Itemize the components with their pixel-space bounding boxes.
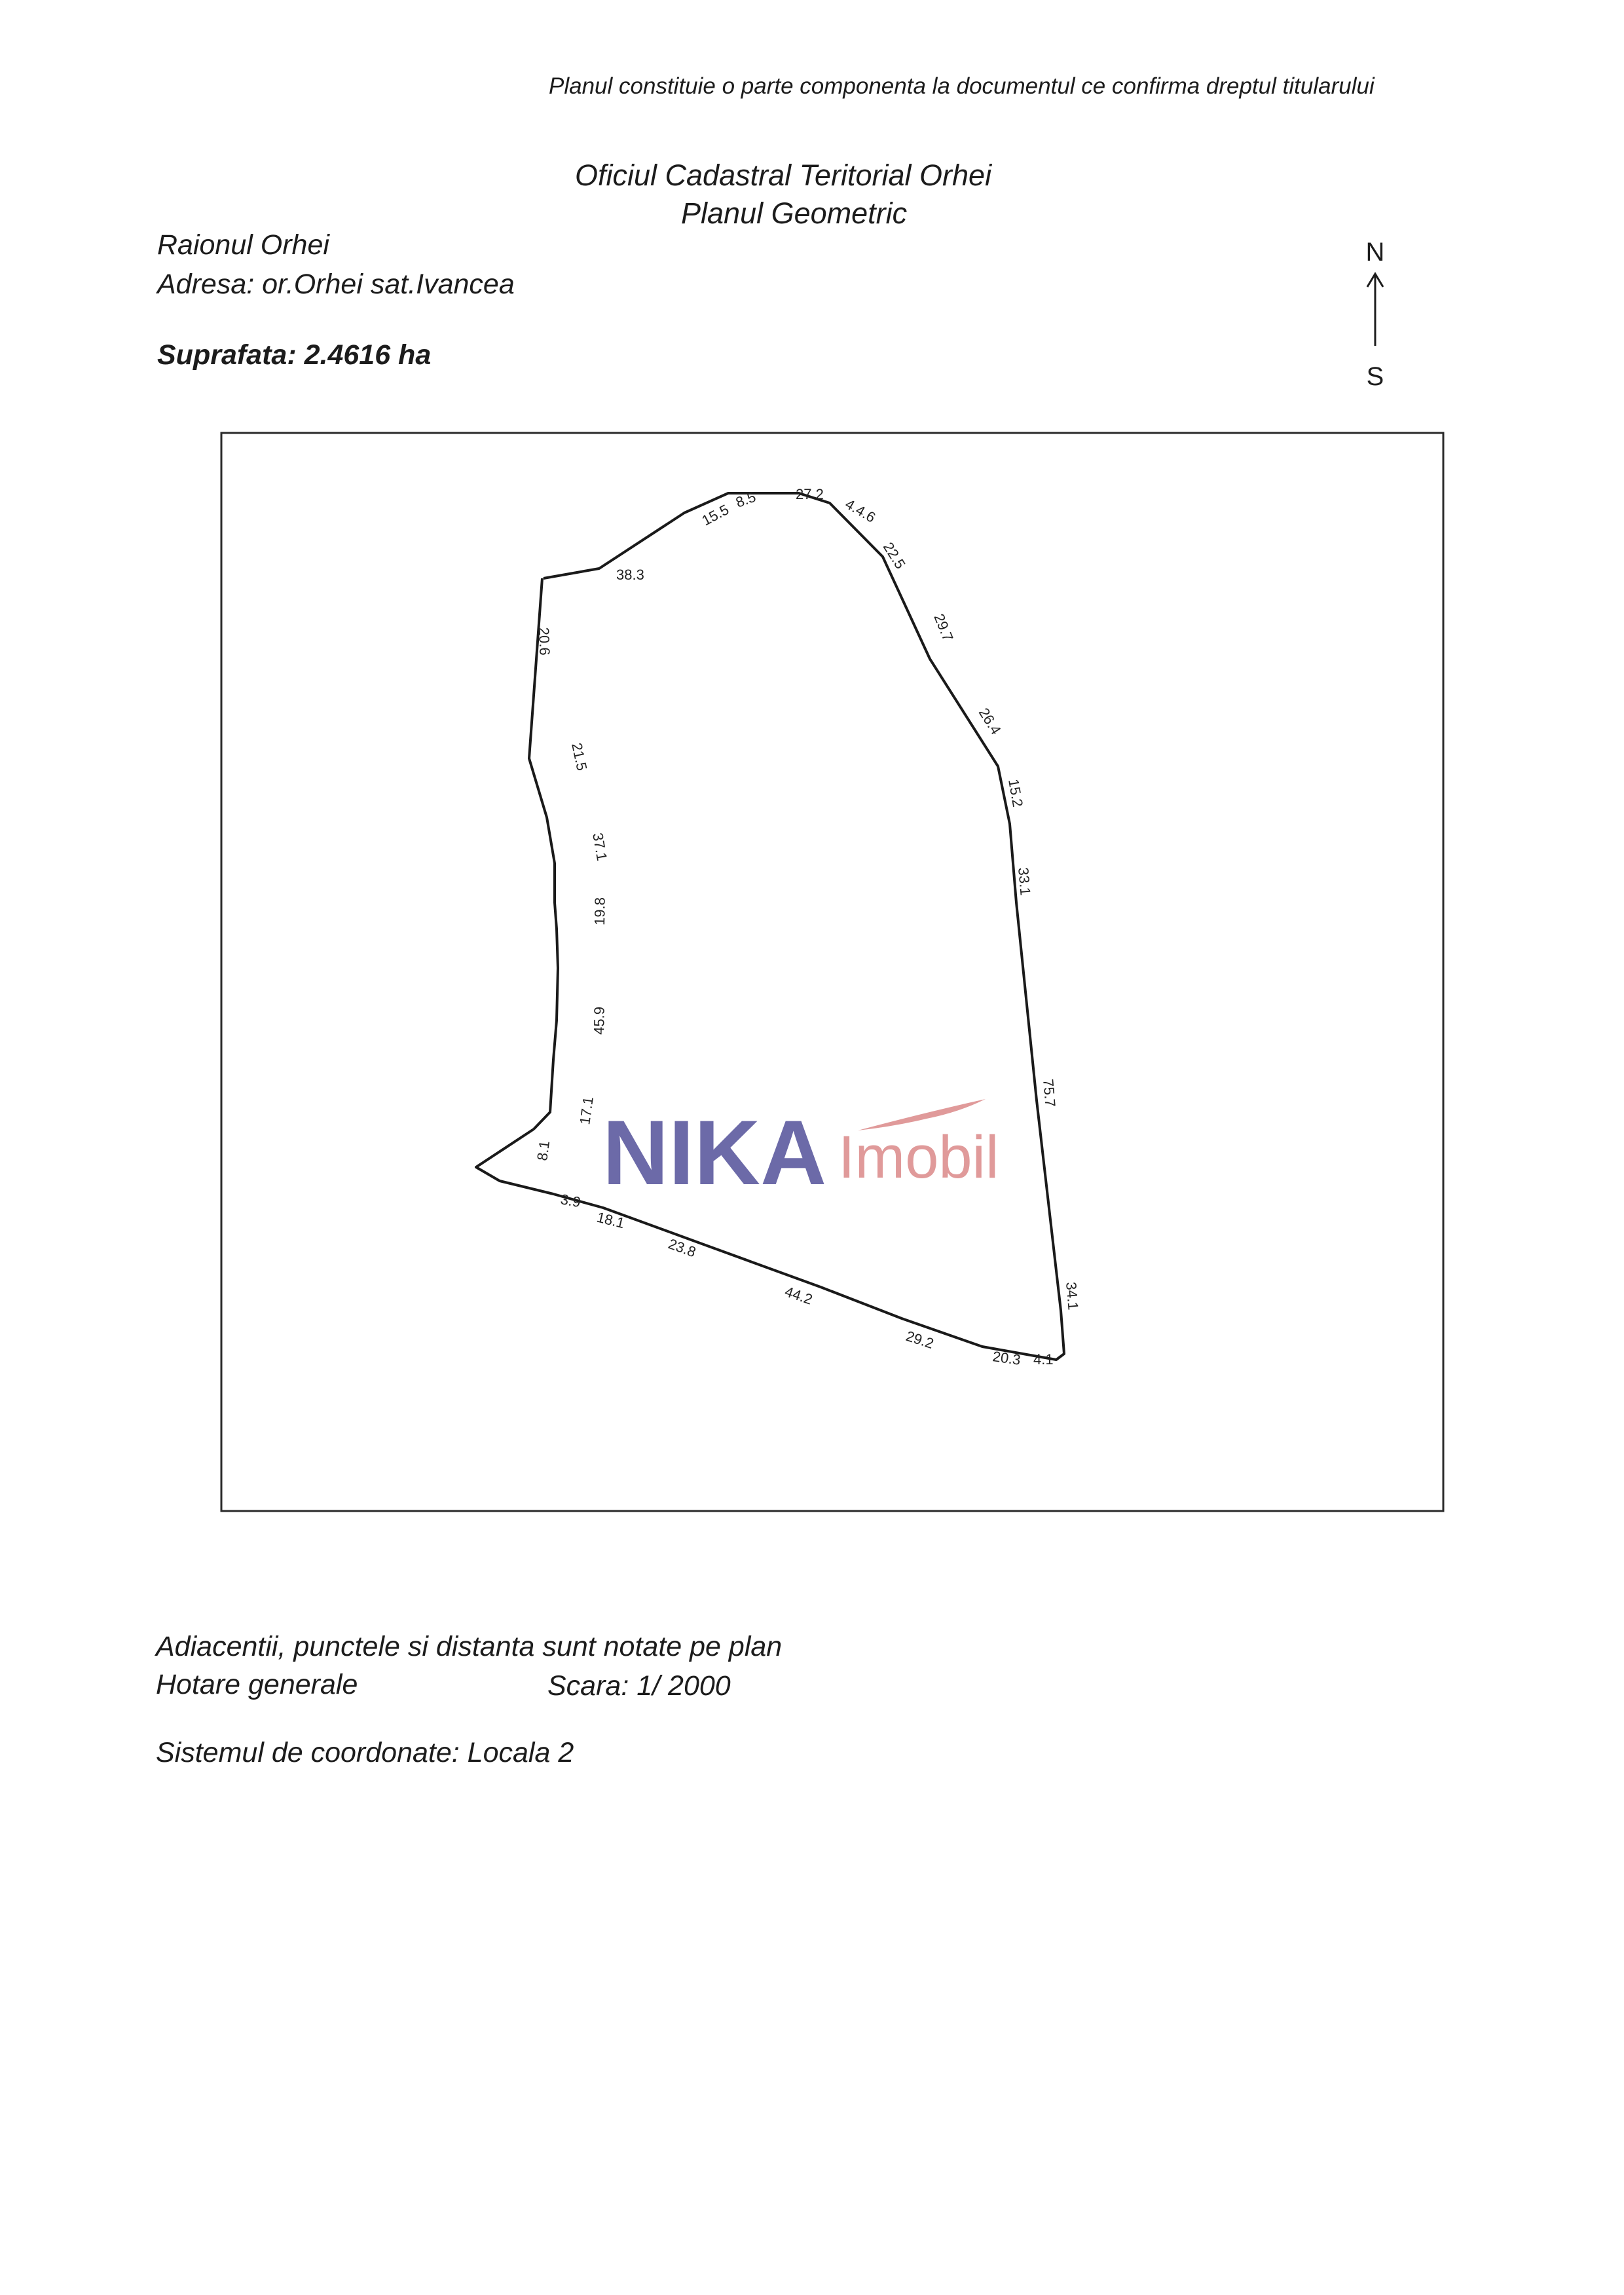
segment-label: 19.8 <box>591 897 608 926</box>
segment-label: 37.1 <box>589 831 611 863</box>
segment-label: 4.1 <box>1033 1351 1054 1368</box>
coordinate-system: Sistemul de coordonate: Locala 2 <box>156 1737 574 1768</box>
ownership-disclaimer: Planul constituie o parte componenta la documentul ce confirma dreptul titularului <box>549 73 1375 99</box>
segment-label: 26.4 <box>975 705 1005 737</box>
segment-label: 75.7 <box>1040 1078 1059 1108</box>
segment-label: 29.2 <box>904 1327 936 1352</box>
segment-label: 33.1 <box>1015 867 1034 897</box>
segment-label: 34.1 <box>1063 1281 1082 1311</box>
office-title: Oficiul Cadastral Teritorial Orhei <box>575 159 992 192</box>
watermark-logo <box>602 1099 999 1204</box>
segment-label: 4.4.6 <box>842 495 879 526</box>
segment-label: 27.2 <box>796 486 824 502</box>
plan-title: Planul Geometric <box>681 196 908 230</box>
segment-label: 44.2 <box>783 1283 815 1308</box>
compass-south: S <box>1366 362 1384 391</box>
parcel-boundary <box>476 493 1064 1360</box>
segment-label: 17.1 <box>576 1095 597 1126</box>
north-arrow-icon <box>1349 236 1401 400</box>
plan-border <box>221 433 1443 1511</box>
geometric-plan <box>219 431 1445 1513</box>
segment-label: 18.1 <box>595 1208 627 1232</box>
segment-label: 15.2 <box>1005 777 1027 809</box>
segment-label: 8.5 <box>733 488 758 511</box>
address-label: Adresa: or.Orhei sat.Ivancea <box>157 269 515 300</box>
watermark-suffix: Imobil <box>838 1124 999 1191</box>
segment-label: 22.5 <box>879 539 909 572</box>
scale-label: Scara: 1/ 2000 <box>547 1670 731 1702</box>
segment-label: 29.7 <box>931 611 957 644</box>
segment-label: 38.3 <box>616 567 644 583</box>
segment-label: 3.9 <box>559 1191 582 1211</box>
segment-label: 23.8 <box>666 1235 699 1261</box>
segment-label: 20.6 <box>536 627 553 656</box>
boundary-type: Hotare generale <box>156 1669 358 1700</box>
adjacency-note: Adiacentii, punctele si distanta sunt notate pe plan <box>156 1631 783 1662</box>
segment-label: 15.5 <box>699 501 732 529</box>
area-label: Suprafata: 2.4616 ha <box>157 339 432 371</box>
segment-label: 45.9 <box>591 1006 608 1036</box>
watermark-brand: NIKA <box>602 1101 827 1204</box>
segment-label: 21.5 <box>568 741 591 772</box>
segment-label: 8.1 <box>534 1139 553 1162</box>
district-label: Raionul Orhei <box>157 229 329 261</box>
segment-labels <box>534 486 1081 1368</box>
compass-north: N <box>1365 238 1385 267</box>
segment-label: 20.3 <box>991 1348 1022 1368</box>
